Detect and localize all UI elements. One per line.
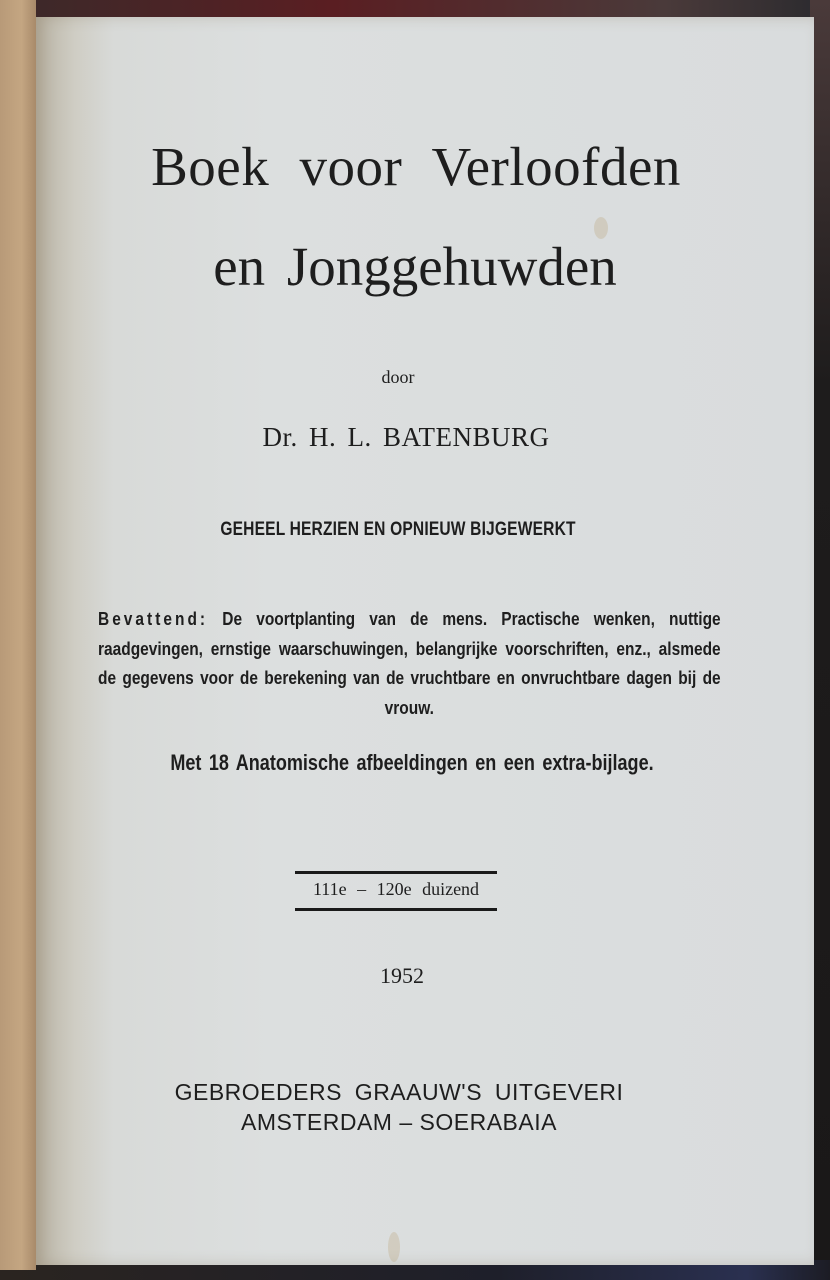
contents-lead: Bevattend: (98, 609, 209, 629)
edition-text: 111e – 120e duizend (312, 879, 480, 899)
edition-box (295, 871, 497, 911)
revision-note: GEHEEL HERZIEN EN OPNIEUW BIJGEWERKT (220, 519, 576, 540)
illustrations-note: Met 18 Anatomische afbeeldingen en een extra-bijlage. (170, 750, 654, 775)
author-name: Dr. H. L. BATENBURG (262, 422, 550, 452)
publisher-name: GEBROEDERS GRAAUW'S UITGEVERI (174, 1079, 624, 1105)
book-title-line2: en Jonggehuwden (213, 236, 617, 297)
book-title-line1: Boek voor Verloofden (151, 136, 681, 197)
publisher-cities: AMSTERDAM – SOERABAIA (241, 1109, 557, 1135)
paper-stain (388, 1232, 400, 1262)
title-page (36, 17, 814, 1265)
publication-year: 1952 (380, 963, 424, 988)
contents-text: De voortplanting van de mens. Practische wenken, nuttige raadgevingen, ernstige waarschuwingen, belangrijke voorschriften, enz., alsmede de gegevens voor de berekening van de vruchtbare en onvruchtbare dagen bij de vrouw. (98, 609, 721, 718)
by-label: door (381, 367, 415, 387)
contents-description (98, 605, 721, 723)
